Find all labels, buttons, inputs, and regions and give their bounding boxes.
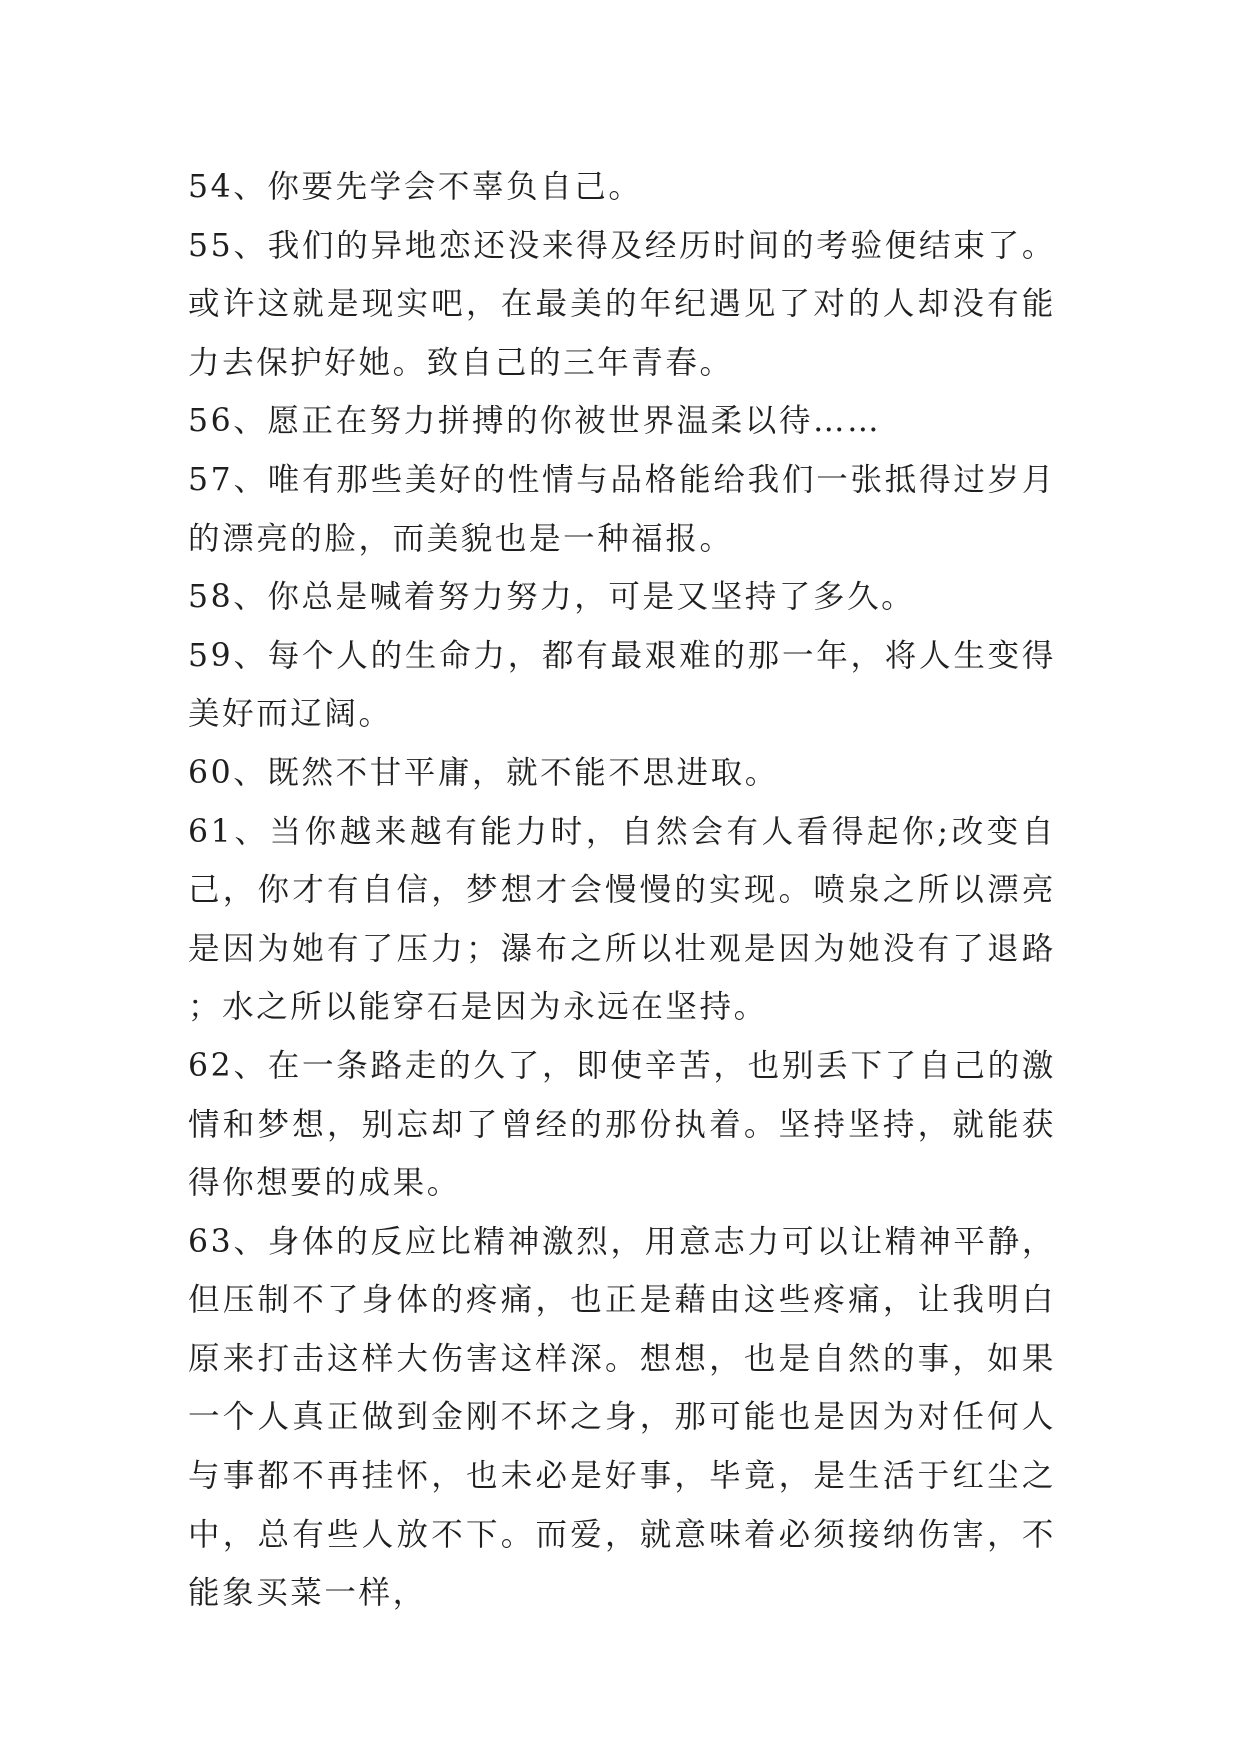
entry-55: 55、我们的异地恋还没来得及经历时间的考验便结束了。或许这就是现实吧，在最美的年纪遇见了对的人却没有能力去保护好她。致自己的三年青春。 [188, 227, 1056, 381]
entry-63: 63、身体的反应比精神激烈，用意志力可以让精神平静，但压制不了身体的疼痛，也正是藉由这些疼痛，让我明白原来打击这样大伤害这样深。想想，也是自然的事，如果一个人真正做到金刚不坏之身，那可能也是因为对任何人与事都不再挂怀，也未必是好事，毕竟，是生活于红尘之中，总有些人放不下。而爱，就意味着必须接纳伤害，不能象买菜一样， [188, 1223, 1056, 1612]
entry-62: 62、在一条路走的久了，即使辛苦，也别丢下了自己的激情和梦想，别忘却了曾经的那份执着。坚持坚持，就能获得你想要的成果。 [188, 1047, 1056, 1202]
entry-60: 60、既然不甘平庸，就不能不思进取。 [188, 754, 779, 791]
entry-54: 54、你要先学会不辜负自己。 [188, 169, 643, 205]
entry-59: 59、每个人的生命力，都有最艰难的那一年，将人生变得美好而辽阔。 [188, 637, 1056, 733]
entry-58: 58、你总是喊着努力努力，可是又坚持了多久。 [188, 579, 916, 616]
entry-61: 61、当你越来越有能力时，自然会有人看得起你;改变自己，你才有自信，梦想才会慢慢的实现。喷泉之所以漂亮是因为她有了压力；瀑布之所以壮观是因为她没有了退路；水之所以能穿石是因为永远在坚持。 [188, 813, 1056, 1026]
document-body [188, 158, 1056, 1623]
entry-57: 57、唯有那些美好的性情与品格能给我们一张抵得过岁月的漂亮的脸，而美貌也是一种福报。 [188, 461, 1056, 557]
entry-56: 56、愿正在努力拼搏的你被世界温柔以待…… [188, 403, 882, 440]
